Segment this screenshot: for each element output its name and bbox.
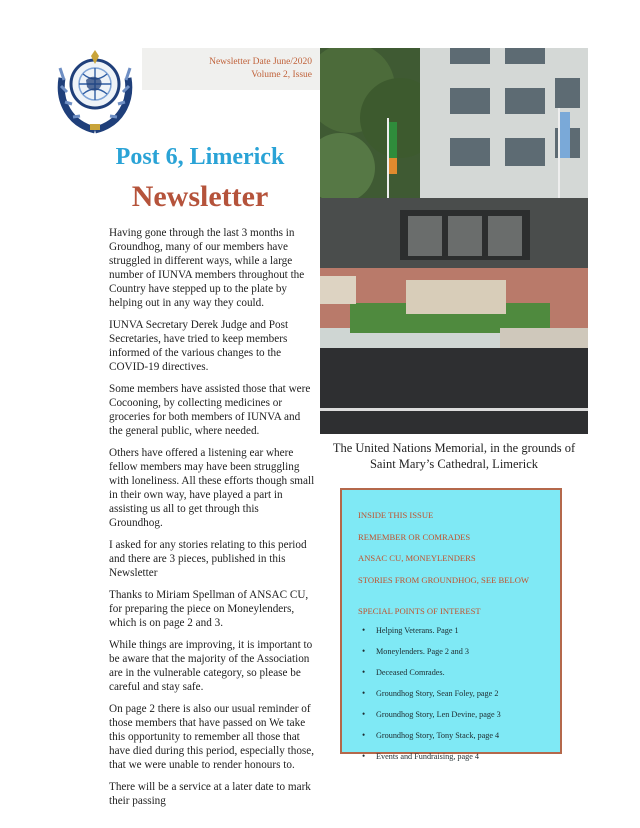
inside-this-issue-box (340, 488, 562, 761)
newsletter-date: Newsletter Date June/2020 (209, 57, 312, 67)
inside-this-issue-heading: INSIDE THIS ISSUE (358, 510, 434, 520)
article-paragraph: While things are improving, it is important to be aware that the majority of the Association are in the vulnerable category, so please be careful and stay safe. (109, 639, 313, 693)
list-item: • Groundhog Story, Sean Foley, page 2 (370, 689, 566, 710)
article-paragraph: Thanks to Miriam Spellman of ANSAC CU, for preparing the piece on Moneylenders, which is on page 2 and 3. (109, 589, 309, 629)
un-wreath-emblem-icon (56, 44, 134, 136)
special-points-heading: SPECIAL POINTS OF INTEREST (358, 606, 481, 616)
photo-caption: The United Nations Memorial, in the grounds of Saint Mary’s Cathedral, Limerick (332, 441, 576, 471)
list-item: • Groundhog Story, Tony Stack, page 4 (370, 731, 566, 752)
article-paragraph: Others have offered a listening ear where fellow members may have been struggling with loneliness. All these efforts though small in their own way, have played a part in assisting us all to get through this Groundhog. (109, 447, 315, 529)
list-item: • Deceased Comrades. (370, 668, 566, 689)
article-body (109, 226, 315, 816)
article-paragraph: Having gone through the last 3 months in Groundhog, many of our members have struggled in different ways, while a large number of IUNVA members throughout the Country have stepped up to the plate by helping out in any way they could. (109, 227, 305, 309)
article-paragraph: There will be a service at a later date to mark their passing (109, 781, 311, 807)
post-name: Post 6, Limerick (115, 144, 285, 170)
inside-item: REMEMBER OR COMRADES (358, 532, 471, 542)
inside-item: STORIES FROM GROUNDHOG, SEE BELOW (358, 575, 530, 585)
article-paragraph: Some members have assisted those that were Cocooning, by collecting medicines or groceries for both members of IUNVA and the general public, where needed. (109, 383, 311, 437)
inside-item: ANSAC CU, MONEYLENDERS (358, 553, 476, 563)
memorial-photo (320, 48, 588, 434)
list-item: • Helping Veterans. Page 1 (370, 626, 566, 647)
article-paragraph: IUNVA Secretary Derek Judge and Post Secretaries, have tried to keep members informed of the various changes to the COVID-19 directives. (109, 319, 289, 373)
list-item: • Moneylenders. Page 2 and 3 (370, 647, 566, 668)
article-paragraph: On page 2 there is also our usual reminder of those members that have passed on We take this opportunity to remember all those that have died during this period, especially those, that we were unable to render honours to. (109, 703, 315, 771)
newsletter-title: Newsletter (131, 180, 269, 213)
newsletter-date-band (142, 48, 320, 90)
special-points-list (358, 626, 566, 773)
article-paragraph: I asked for any stories relating to this period and there are 3 pieces, published in this Newsletter (109, 539, 307, 579)
association-logo (56, 44, 134, 136)
volume-issue: Volume 2, Issue (251, 70, 312, 80)
list-item: • Events and Fundraising, page 4 (370, 752, 566, 773)
list-item: • Groundhog Story, Len Devine, page 3 (370, 710, 566, 731)
